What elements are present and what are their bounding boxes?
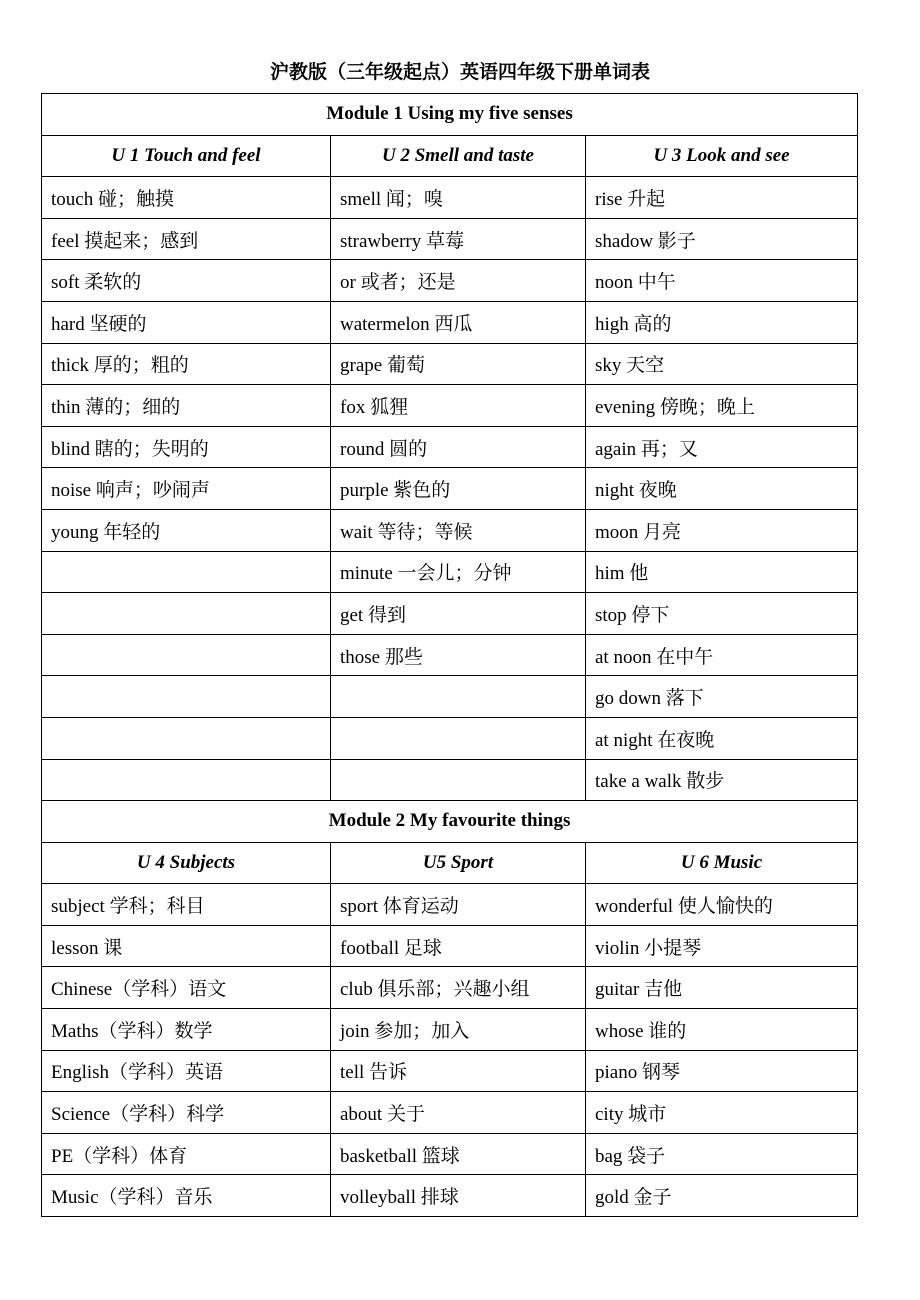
unit-title: U 6 Music (586, 842, 858, 884)
word-cell: Chinese（学科）语文 (42, 967, 331, 1009)
unit-title: U 1 Touch and feel (42, 135, 331, 177)
word-cell: violin 小提琴 (586, 925, 858, 967)
table-row (42, 717, 858, 759)
word-cell: join 参加；加入 (331, 1009, 586, 1051)
word-cell: gold 金子 (586, 1175, 858, 1217)
table-row (42, 177, 858, 219)
table-row (42, 925, 858, 967)
table-row (42, 759, 858, 801)
table-row (42, 343, 858, 385)
table-row (42, 385, 858, 427)
word-cell: moon 月亮 (586, 509, 858, 551)
word-cell: guitar 吉他 (586, 967, 858, 1009)
unit-title: U 3 Look and see (586, 135, 858, 177)
word-cell: volleyball 排球 (331, 1175, 586, 1217)
word-cell: piano 钢琴 (586, 1050, 858, 1092)
word-cell: at night 在夜晚 (586, 717, 858, 759)
word-cell: football 足球 (331, 925, 586, 967)
word-cell: young 年轻的 (42, 509, 331, 551)
word-cell: basketball 篮球 (331, 1133, 586, 1175)
table-row (42, 634, 858, 676)
word-cell: smell 闻；嗅 (331, 177, 586, 219)
word-cell (42, 759, 331, 801)
word-cell: wait 等待；等候 (331, 509, 586, 551)
word-cell: Maths（学科）数学 (42, 1009, 331, 1051)
table-row (42, 426, 858, 468)
table-row (42, 1133, 858, 1175)
word-cell (42, 551, 331, 593)
word-cell: rise 升起 (586, 177, 858, 219)
word-cell: soft 柔软的 (42, 260, 331, 302)
word-cell: blind 瞎的；失明的 (42, 426, 331, 468)
table-row (42, 551, 858, 593)
word-cell: get 得到 (331, 593, 586, 635)
word-cell (42, 634, 331, 676)
word-cell: watermelon 西瓜 (331, 301, 586, 343)
word-cell: hard 坚硬的 (42, 301, 331, 343)
table-row (42, 593, 858, 635)
module-header-row (42, 94, 858, 136)
word-cell: him 他 (586, 551, 858, 593)
word-cell: noise 响声；吵闹声 (42, 468, 331, 510)
word-cell: take a walk 散步 (586, 759, 858, 801)
table-row (42, 468, 858, 510)
word-cell: sport 体育运动 (331, 884, 586, 926)
unit-header-row (42, 135, 858, 177)
word-cell: wonderful 使人愉快的 (586, 884, 858, 926)
word-cell: strawberry 草莓 (331, 218, 586, 260)
word-cell: sky 天空 (586, 343, 858, 385)
word-cell: lesson 课 (42, 925, 331, 967)
word-cell: touch 碰；触摸 (42, 177, 331, 219)
table-row (42, 967, 858, 1009)
unit-title: U 4 Subjects (42, 842, 331, 884)
word-cell: about 关于 (331, 1092, 586, 1134)
module-header-row (42, 801, 858, 843)
word-cell (331, 676, 586, 718)
word-cell: Music（学科）音乐 (42, 1175, 331, 1217)
word-cell: evening 傍晚；晚上 (586, 385, 858, 427)
module-title: Module 2 My favourite things (42, 801, 858, 843)
word-cell: purple 紫色的 (331, 468, 586, 510)
unit-header-row (42, 842, 858, 884)
word-cell: shadow 影子 (586, 218, 858, 260)
table-row (42, 1092, 858, 1134)
word-cell: city 城市 (586, 1092, 858, 1134)
table-row (42, 218, 858, 260)
table-row (42, 1175, 858, 1217)
word-cell: fox 狐狸 (331, 385, 586, 427)
word-cell (42, 676, 331, 718)
word-cell: thin 薄的；细的 (42, 385, 331, 427)
word-cell: PE（学科）体育 (42, 1133, 331, 1175)
word-cell: English（学科）英语 (42, 1050, 331, 1092)
word-cell (331, 759, 586, 801)
word-cell: night 夜晚 (586, 468, 858, 510)
word-cell: or 或者；还是 (331, 260, 586, 302)
word-cell: at noon 在中午 (586, 634, 858, 676)
table-row (42, 1009, 858, 1051)
table-row (42, 1050, 858, 1092)
word-cell: feel 摸起来；感到 (42, 218, 331, 260)
word-cell: grape 葡萄 (331, 343, 586, 385)
word-cell: noon 中午 (586, 260, 858, 302)
word-cell (42, 593, 331, 635)
table-row (42, 301, 858, 343)
page-title: 沪教版（三年级起点）英语四年级下册单词表 (269, 61, 650, 83)
unit-title: U5 Sport (331, 842, 586, 884)
vocabulary-table (41, 93, 858, 1217)
word-cell: minute 一会儿；分钟 (331, 551, 586, 593)
table-row (42, 509, 858, 551)
table-row (42, 884, 858, 926)
word-cell (331, 717, 586, 759)
word-cell (42, 717, 331, 759)
word-cell: again 再；又 (586, 426, 858, 468)
word-cell: whose 谁的 (586, 1009, 858, 1051)
word-cell: round 圆的 (331, 426, 586, 468)
word-cell: stop 停下 (586, 593, 858, 635)
table-row (42, 676, 858, 718)
word-cell: Science（学科）科学 (42, 1092, 331, 1134)
unit-title: U 2 Smell and taste (331, 135, 586, 177)
table-row (42, 260, 858, 302)
word-cell: bag 袋子 (586, 1133, 858, 1175)
word-cell: those 那些 (331, 634, 586, 676)
word-cell: club 俱乐部；兴趣小组 (331, 967, 586, 1009)
module-title: Module 1 Using my five senses (42, 94, 858, 136)
word-cell: go down 落下 (586, 676, 858, 718)
word-cell: high 高的 (586, 301, 858, 343)
word-cell: tell 告诉 (331, 1050, 586, 1092)
word-cell: subject 学科；科目 (42, 884, 331, 926)
word-cell: thick 厚的；粗的 (42, 343, 331, 385)
